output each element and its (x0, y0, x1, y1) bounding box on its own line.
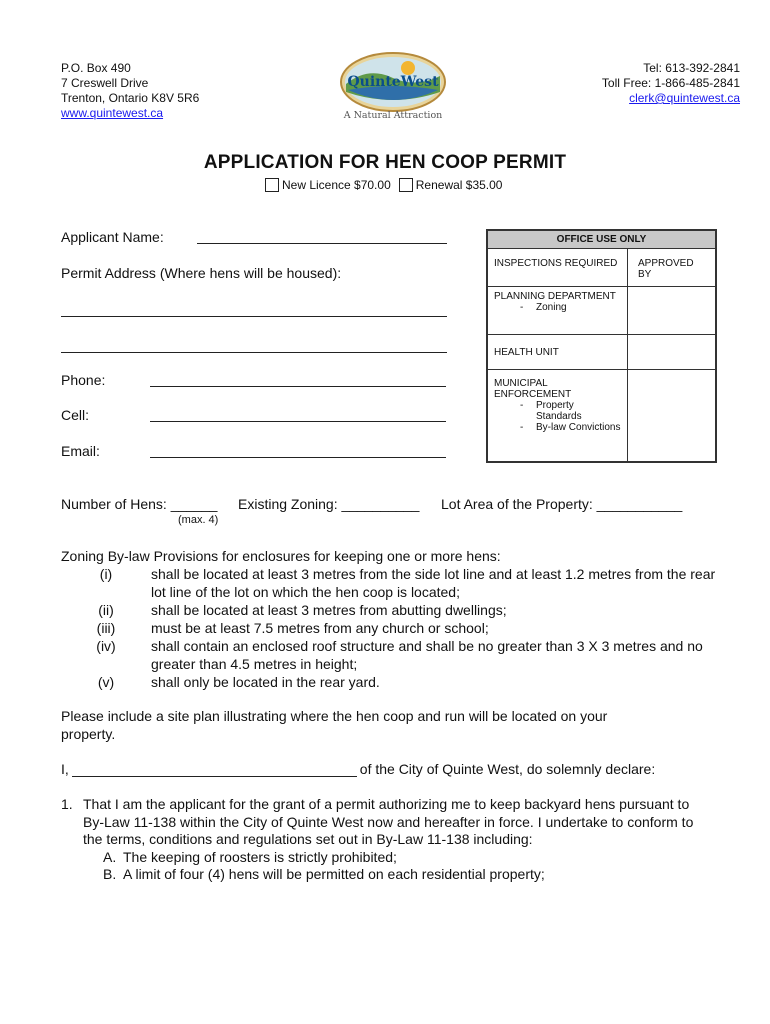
declaration-line (61, 761, 655, 777)
planning-cell (488, 287, 628, 335)
provision-item (61, 619, 721, 637)
website-link[interactable]: www.quintewest.ca (61, 106, 164, 120)
site-plan-note: Please include a site plan illustrating where the hen coop and run will be located on your property. (61, 708, 608, 742)
zoning-item: - Zoning (520, 302, 621, 313)
new-licence-label: New Licence $70.00 (282, 178, 391, 192)
permit-address-field-line2[interactable] (61, 352, 447, 353)
cell-field[interactable] (150, 421, 446, 422)
provision-text: shall contain an enclosed roof structure and shall be no greater than 3 X 3 metres and no greater than 4.5 metres in height; (151, 638, 703, 672)
hens-max-note: (max. 4) (178, 514, 219, 526)
provision-text: shall be located at least 3 metres from abutting dwellings; (151, 602, 507, 618)
permit-address-label: Permit Address (Where hens will be housed): (61, 265, 342, 281)
provision-text: must be at least 7.5 metres from any church or school; (151, 620, 489, 636)
page-title: APPLICATION FOR HEN COOP PERMIT (203, 152, 567, 173)
phone-label: Phone: (61, 372, 106, 388)
provision-number: (iii) (96, 620, 116, 636)
provision-number: (iv) (96, 638, 116, 654)
toll-free-number: Toll Free: 1-866-485-2841 (601, 76, 740, 90)
email-label: Email: (61, 443, 100, 459)
provision-item (61, 637, 721, 673)
renewal-label: Renewal $35.00 (415, 178, 503, 192)
logo-tagline: A Natural Attraction (343, 110, 443, 121)
mailing-address (61, 61, 199, 121)
declaration-number: 1. (61, 796, 73, 812)
declaration-subitem (61, 866, 701, 884)
phone-number: Tel: 613-392-2841 (643, 61, 740, 75)
provision-text: shall only be located in the rear yard. (151, 674, 380, 690)
office-use-heading: OFFICE USE ONLY (488, 231, 716, 249)
health-approval-cell[interactable] (628, 335, 716, 370)
licence-type-options (265, 178, 502, 192)
contact-info (602, 61, 740, 106)
declaration-item (61, 796, 701, 849)
planning-label: PLANNING DEPARTMENT (494, 291, 616, 302)
municipal-cell (488, 370, 628, 462)
provision-text: shall be located at least 3 metres from the side lot line and at least 1.2 metres from the rear lot line of the lot on which the hen coop is located; (151, 566, 716, 600)
municipal-approval-cell[interactable] (628, 370, 716, 462)
property-standards-item: - Property Standards (520, 400, 621, 422)
address-line: 7 Creswell Drive (61, 76, 149, 90)
address-line: Trenton, Ontario K8V 5R6 (61, 91, 200, 105)
declaration-text: That I am the applicant for the grant of a permit authorizing me to keep backyard hens pursuant to By-Law 11-138 within the City of Quinte West now and hereafter in force. I undertake to conform to the terms, conditions and regulations set out in By-Law 11-138 including: (83, 796, 694, 847)
health-unit-label: HEALTH UNIT (488, 335, 628, 370)
declarations-list (61, 796, 701, 884)
number-of-hens-field[interactable]: Number of Hens: ______ (61, 496, 218, 512)
zoning-provisions (61, 547, 721, 691)
cell-label: Cell: (61, 407, 90, 423)
lot-area-field[interactable]: Lot Area of the Property: ___________ (441, 496, 683, 512)
provision-item (61, 601, 721, 619)
renewal-checkbox[interactable] (399, 178, 413, 192)
declaration-subitem (61, 849, 701, 867)
provision-number: (ii) (98, 602, 114, 618)
permit-address-field-line1[interactable] (61, 316, 447, 317)
subitem-text: The keeping of roosters is strictly prohibited; (123, 848, 397, 865)
address-line: P.O. Box 490 (61, 61, 131, 75)
provision-item (61, 673, 721, 691)
logo-wordmark: QuinteWest (347, 74, 439, 90)
provision-item (61, 565, 721, 601)
municipal-label: MUNICIPAL ENFORCEMENT (494, 378, 572, 400)
inspections-header: INSPECTIONS REQUIRED (488, 249, 628, 287)
planning-approval-cell[interactable] (628, 287, 716, 335)
phone-field[interactable] (150, 386, 446, 387)
declaration-prefix: I, (61, 761, 69, 777)
existing-zoning-field[interactable]: Existing Zoning: __________ (238, 496, 420, 512)
declarant-name-field[interactable] (72, 763, 357, 777)
provision-number: (i) (99, 566, 113, 582)
subitem-letter: A. (103, 848, 117, 865)
subitem-text: A limit of four (4) hens will be permitted on each residential property; (123, 866, 545, 882)
bylaw-convictions-item: - By-law Convictions (520, 422, 621, 433)
applicant-name-label: Applicant Name: (61, 229, 164, 245)
declaration-suffix: of the City of Quinte West, do solemnly declare: (359, 761, 656, 777)
approved-by-header: APPROVED BY (628, 249, 716, 287)
provisions-intro: Zoning By-law Provisions for enclosures for keeping one or more hens: (61, 548, 501, 564)
new-licence-checkbox[interactable] (265, 178, 279, 192)
email-link[interactable]: clerk@quintewest.ca (629, 91, 740, 105)
office-use-table (486, 229, 717, 463)
applicant-name-field[interactable] (197, 243, 447, 244)
subitem-letter: B. (103, 866, 117, 882)
email-field[interactable] (150, 457, 446, 458)
provision-number: (v) (97, 674, 115, 690)
